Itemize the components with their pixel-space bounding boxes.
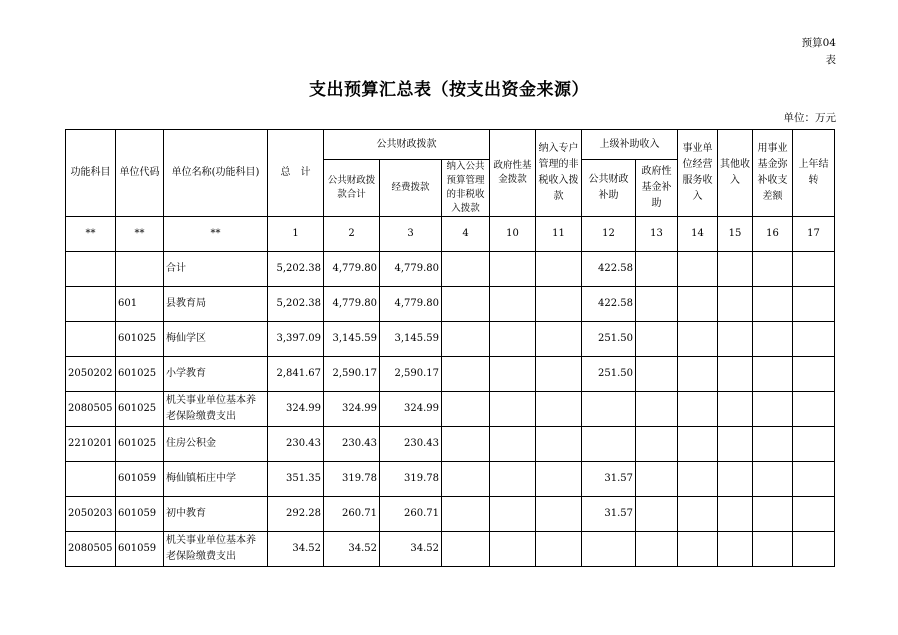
- public-total-cell: 319.78: [324, 462, 380, 497]
- header-row-top: [66, 130, 835, 160]
- funds-cell: 4,779.80: [380, 252, 442, 287]
- index-row: [66, 217, 835, 252]
- fund-offset-cell: [753, 392, 793, 427]
- func-code-cell: [66, 252, 116, 287]
- gov-fund-cell: [490, 392, 536, 427]
- header-funds-appropriation: 经费拨款: [380, 160, 442, 217]
- index-cell: 2: [324, 217, 380, 252]
- special-nontax-cell: [536, 252, 582, 287]
- header-public-total: 公共财政拨款合计: [324, 160, 380, 217]
- business-op-cell: [678, 252, 718, 287]
- header-unit-name: 单位名称(功能科目): [164, 130, 268, 217]
- gov-fund-cell: [490, 497, 536, 532]
- special-nontax-cell: [536, 497, 582, 532]
- sup-public-cell: 422.58: [582, 252, 636, 287]
- index-cell: 17: [793, 217, 835, 252]
- special-nontax-cell: [536, 357, 582, 392]
- special-nontax-cell: [536, 532, 582, 567]
- func-code-cell: 2080505: [66, 532, 116, 567]
- sup-public-cell: 31.57: [582, 497, 636, 532]
- func-code-cell: 2050202: [66, 357, 116, 392]
- sup-public-cell: 31.57: [582, 462, 636, 497]
- nontax-budget-cell: [442, 497, 490, 532]
- unit-name-cell: 初中教育: [164, 497, 268, 532]
- unit-code-cell: 601059: [116, 462, 164, 497]
- header-superior-subsidy: 上级补助收入: [582, 130, 678, 160]
- funds-cell: 34.52: [380, 532, 442, 567]
- other-income-cell: [718, 427, 753, 462]
- total-cell: 2,841.67: [268, 357, 324, 392]
- special-nontax-cell: [536, 392, 582, 427]
- carryover-cell: [793, 497, 835, 532]
- header-gov-fund: 政府性基金拨款: [490, 130, 536, 217]
- carryover-cell: [793, 462, 835, 497]
- sup-gov-fund-cell: [636, 392, 678, 427]
- fund-offset-cell: [753, 427, 793, 462]
- total-cell: 5,202.38: [268, 252, 324, 287]
- index-cell: 11: [536, 217, 582, 252]
- unit-label: 单位：万元: [783, 112, 836, 124]
- total-cell: 3,397.09: [268, 322, 324, 357]
- public-total-cell: 4,779.80: [324, 252, 380, 287]
- unit-name-cell: 住房公积金: [164, 427, 268, 462]
- other-income-cell: [718, 322, 753, 357]
- nontax-budget-cell: [442, 252, 490, 287]
- unit-name-cell: 小学教育: [164, 357, 268, 392]
- header-carryover: 上年结转: [793, 130, 835, 217]
- special-nontax-cell: [536, 462, 582, 497]
- sup-gov-fund-cell: [636, 287, 678, 322]
- total-cell: 351.35: [268, 462, 324, 497]
- business-op-cell: [678, 532, 718, 567]
- funds-cell: 230.43: [380, 427, 442, 462]
- sup-gov-fund-cell: [636, 252, 678, 287]
- other-income-cell: [718, 287, 753, 322]
- funds-cell: 319.78: [380, 462, 442, 497]
- unit-name-cell: 梅仙镇柘庄中学: [164, 462, 268, 497]
- fund-offset-cell: [753, 532, 793, 567]
- index-cell: 4: [442, 217, 490, 252]
- fund-offset-cell: [753, 287, 793, 322]
- business-op-cell: [678, 357, 718, 392]
- gov-fund-cell: [490, 532, 536, 567]
- funds-cell: 260.71: [380, 497, 442, 532]
- total-cell: 292.28: [268, 497, 324, 532]
- special-nontax-cell: [536, 287, 582, 322]
- table-row: [66, 322, 835, 357]
- unit-code-cell: 601025: [116, 427, 164, 462]
- sup-public-cell: 251.50: [582, 357, 636, 392]
- sup-gov-fund-cell: [636, 357, 678, 392]
- other-income-cell: [718, 392, 753, 427]
- sup-public-cell: [582, 427, 636, 462]
- unit-code-cell: 601: [116, 287, 164, 322]
- header-unit-code: 单位代码: [116, 130, 164, 217]
- carryover-cell: [793, 427, 835, 462]
- unit-code-cell: 601025: [116, 322, 164, 357]
- func-code-cell: [66, 322, 116, 357]
- unit-name-cell: 机关事业单位基本养老保险缴费支出: [164, 392, 268, 427]
- sup-gov-fund-cell: [636, 462, 678, 497]
- gov-fund-cell: [490, 462, 536, 497]
- gov-fund-cell: [490, 252, 536, 287]
- business-op-cell: [678, 427, 718, 462]
- func-code-cell: [66, 462, 116, 497]
- index-cell: **: [66, 217, 116, 252]
- special-nontax-cell: [536, 322, 582, 357]
- index-cell: 13: [636, 217, 678, 252]
- sup-public-cell: 251.50: [582, 322, 636, 357]
- fund-offset-cell: [753, 497, 793, 532]
- total-cell: 5,202.38: [268, 287, 324, 322]
- nontax-budget-cell: [442, 392, 490, 427]
- gov-fund-cell: [490, 357, 536, 392]
- total-cell: 34.52: [268, 532, 324, 567]
- carryover-cell: [793, 532, 835, 567]
- sup-public-cell: 422.58: [582, 287, 636, 322]
- nontax-budget-cell: [442, 322, 490, 357]
- business-op-cell: [678, 392, 718, 427]
- form-code: 预算04: [801, 37, 836, 49]
- table-row: [66, 287, 835, 322]
- funds-cell: 3,145.59: [380, 322, 442, 357]
- unit-name-cell: 县教育局: [164, 287, 268, 322]
- sup-gov-fund-cell: [636, 427, 678, 462]
- header-fund-offset: 用事业基金弥补收支差额: [753, 130, 793, 217]
- sup-public-cell: [582, 532, 636, 567]
- public-total-cell: 324.99: [324, 392, 380, 427]
- func-code-cell: 2210201: [66, 427, 116, 462]
- sup-public-cell: [582, 392, 636, 427]
- nontax-budget-cell: [442, 462, 490, 497]
- index-cell: **: [116, 217, 164, 252]
- gov-fund-cell: [490, 287, 536, 322]
- index-cell: 16: [753, 217, 793, 252]
- other-income-cell: [718, 497, 753, 532]
- header-other-income: 其他收入: [718, 130, 753, 217]
- index-cell: 1: [268, 217, 324, 252]
- header-total: 总 计: [268, 130, 324, 217]
- fund-offset-cell: [753, 252, 793, 287]
- func-code-cell: [66, 287, 116, 322]
- table-row: [66, 427, 835, 462]
- form-code-suffix: 表: [825, 54, 836, 66]
- table-row: [66, 357, 835, 392]
- public-total-cell: 2,590.17: [324, 357, 380, 392]
- budget-table: [65, 129, 835, 567]
- sup-gov-fund-cell: [636, 322, 678, 357]
- nontax-budget-cell: [442, 532, 490, 567]
- header-special-nontax: 纳入专户管理的非税收入拨款: [536, 130, 582, 217]
- header-business-op: 事业单位经营服务收入: [678, 130, 718, 217]
- fund-offset-cell: [753, 357, 793, 392]
- unit-name-cell: 梅仙学区: [164, 322, 268, 357]
- business-op-cell: [678, 322, 718, 357]
- fund-offset-cell: [753, 462, 793, 497]
- gov-fund-cell: [490, 427, 536, 462]
- nontax-budget-cell: [442, 357, 490, 392]
- public-total-cell: 4,779.80: [324, 287, 380, 322]
- index-cell: 10: [490, 217, 536, 252]
- public-total-cell: 3,145.59: [324, 322, 380, 357]
- nontax-budget-cell: [442, 287, 490, 322]
- index-cell: **: [164, 217, 268, 252]
- public-total-cell: 34.52: [324, 532, 380, 567]
- other-income-cell: [718, 532, 753, 567]
- header-sup-gov-fund: 政府性基金补助: [636, 160, 678, 217]
- unit-code-cell: 601025: [116, 357, 164, 392]
- unit-code-cell: 601059: [116, 497, 164, 532]
- total-cell: 324.99: [268, 392, 324, 427]
- unit-code-cell: [116, 252, 164, 287]
- business-op-cell: [678, 462, 718, 497]
- index-cell: 14: [678, 217, 718, 252]
- other-income-cell: [718, 252, 753, 287]
- unit-code-cell: 601059: [116, 532, 164, 567]
- gov-fund-cell: [490, 322, 536, 357]
- carryover-cell: [793, 252, 835, 287]
- index-cell: 15: [718, 217, 753, 252]
- business-op-cell: [678, 497, 718, 532]
- table-row: [66, 392, 835, 427]
- unit-name-cell: 机关事业单位基本养老保险缴费支出: [164, 532, 268, 567]
- sup-gov-fund-cell: [636, 497, 678, 532]
- public-total-cell: 230.43: [324, 427, 380, 462]
- unit-code-cell: 601025: [116, 392, 164, 427]
- other-income-cell: [718, 357, 753, 392]
- table-body: [66, 130, 835, 567]
- unit-name-cell: 合计: [164, 252, 268, 287]
- func-code-cell: 2080505: [66, 392, 116, 427]
- sup-gov-fund-cell: [636, 532, 678, 567]
- carryover-cell: [793, 392, 835, 427]
- fund-offset-cell: [753, 322, 793, 357]
- funds-cell: 2,590.17: [380, 357, 442, 392]
- total-cell: 230.43: [268, 427, 324, 462]
- table-row: [66, 532, 835, 567]
- table-row: [66, 252, 835, 287]
- header-sup-public: 公共财政补助: [582, 160, 636, 217]
- index-cell: 12: [582, 217, 636, 252]
- public-total-cell: 260.71: [324, 497, 380, 532]
- carryover-cell: [793, 287, 835, 322]
- table-row: [66, 462, 835, 497]
- carryover-cell: [793, 357, 835, 392]
- funds-cell: 4,779.80: [380, 287, 442, 322]
- page-title: 支出预算汇总表（按支出资金来源）: [309, 80, 589, 100]
- header-func-subject: 功能科目: [66, 130, 116, 217]
- carryover-cell: [793, 322, 835, 357]
- special-nontax-cell: [536, 427, 582, 462]
- other-income-cell: [718, 462, 753, 497]
- func-code-cell: 2050203: [66, 497, 116, 532]
- funds-cell: 324.99: [380, 392, 442, 427]
- business-op-cell: [678, 287, 718, 322]
- table-row: [66, 497, 835, 532]
- header-public-finance: 公共财政拨款: [324, 130, 490, 160]
- header-nontax-budget: 纳入公共预算管理的非税收入拨款: [442, 160, 490, 217]
- nontax-budget-cell: [442, 427, 490, 462]
- index-cell: 3: [380, 217, 442, 252]
